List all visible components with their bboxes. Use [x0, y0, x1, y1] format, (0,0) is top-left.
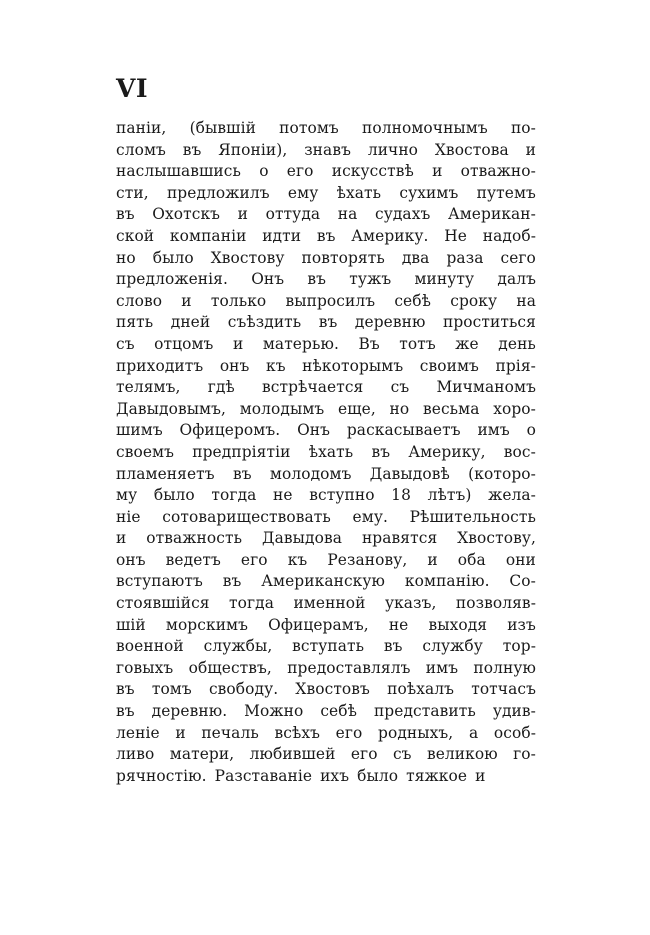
- word: въ: [116, 205, 135, 224]
- word: (которо-: [468, 464, 536, 483]
- word: тотъ: [399, 334, 436, 353]
- text-line: [116, 356, 536, 378]
- text-line: [116, 161, 536, 183]
- word: Въ: [358, 334, 380, 353]
- word: ему.: [352, 507, 388, 526]
- word: тогда: [211, 486, 257, 505]
- word: телямъ,: [116, 378, 181, 397]
- word: имъ: [477, 421, 510, 440]
- text-line: [116, 723, 536, 745]
- word: и: [181, 291, 192, 310]
- page-number: VI: [116, 74, 149, 103]
- word: раскасываетъ: [346, 421, 461, 440]
- word: Онъ: [251, 270, 285, 289]
- word: а: [468, 723, 479, 742]
- text-line: [116, 420, 536, 442]
- word: сти,: [116, 183, 149, 202]
- word: отважность: [146, 529, 243, 548]
- word: Японіи),: [218, 140, 288, 159]
- word: далъ: [497, 270, 536, 289]
- word: гдѣ: [207, 378, 235, 397]
- word: говыхъ: [116, 658, 174, 677]
- word: съ: [390, 378, 410, 397]
- word: шимъ: [116, 421, 163, 440]
- word: въ: [182, 140, 202, 159]
- word: Разставаніе: [214, 766, 313, 785]
- word: и: [525, 140, 536, 159]
- text-line: [116, 204, 536, 226]
- word: сего: [500, 248, 536, 267]
- text-line: [116, 485, 536, 507]
- text-line: [116, 528, 536, 550]
- word: искусствѣ: [331, 162, 414, 181]
- word: Онъ: [297, 421, 331, 440]
- word: и: [116, 529, 127, 548]
- word: и: [232, 334, 244, 353]
- word: свободу.: [208, 680, 279, 699]
- word: Американ-: [447, 205, 536, 224]
- word: по-: [510, 119, 536, 137]
- word: матери,: [169, 745, 235, 764]
- word: оба: [457, 550, 486, 569]
- word: путемъ: [476, 183, 536, 202]
- word: Резанову,: [327, 550, 408, 569]
- word: томъ: [151, 680, 192, 699]
- word: предпріятіи: [192, 442, 291, 461]
- text-line: [116, 291, 536, 313]
- word: не: [273, 486, 293, 505]
- word: судахъ: [374, 205, 431, 224]
- word: въ: [116, 702, 135, 721]
- word: Со-: [509, 572, 536, 591]
- word: потомъ: [279, 119, 339, 137]
- word: но: [116, 248, 136, 267]
- text-line: [116, 118, 536, 140]
- word: службы,: [203, 637, 273, 656]
- word: не: [388, 615, 409, 634]
- word: компаніи: [169, 226, 247, 245]
- word: идти: [262, 226, 302, 245]
- word: Американскую: [261, 572, 386, 591]
- text-line: [116, 658, 536, 680]
- text-line: [116, 312, 536, 334]
- word: морскимъ: [165, 615, 249, 634]
- word: ніе: [116, 507, 141, 526]
- word: въ: [222, 572, 242, 591]
- word: о: [526, 421, 536, 440]
- text-line: [116, 442, 536, 464]
- word: дней: [170, 313, 211, 332]
- text-line: [116, 140, 536, 162]
- word: своимъ: [419, 356, 479, 375]
- text-line: [116, 248, 536, 270]
- word: сотовариществовать: [162, 507, 331, 526]
- word: вступно: [309, 486, 375, 505]
- word: Хвостову: [210, 248, 285, 267]
- word: родныхъ,: [378, 723, 454, 742]
- word: съ: [116, 334, 135, 353]
- word: ливо: [116, 745, 155, 764]
- word: въ: [318, 313, 338, 332]
- word: вступать: [292, 637, 365, 656]
- word: 18: [391, 486, 411, 505]
- word: ской: [116, 226, 155, 245]
- word: его: [335, 723, 363, 742]
- word: онъ: [219, 356, 250, 375]
- word: прія-: [495, 356, 536, 375]
- word: вступаютъ: [116, 572, 203, 591]
- word: его: [286, 162, 314, 181]
- word: Давыдовымъ,: [116, 399, 227, 418]
- word: выпросилъ: [285, 291, 376, 310]
- word: Хвостова: [434, 140, 509, 159]
- word: въ: [383, 637, 403, 656]
- text-line: [116, 507, 536, 529]
- word: только: [210, 291, 267, 310]
- word: именной: [293, 594, 366, 613]
- word: указъ,: [384, 594, 437, 613]
- word: тор-: [502, 637, 536, 656]
- text-line: [116, 399, 536, 421]
- word: службу: [422, 637, 483, 656]
- word: Не: [444, 226, 467, 245]
- text-line: [116, 183, 536, 205]
- word: предложилъ: [166, 183, 270, 202]
- word: выходя: [428, 615, 488, 634]
- word: проститься: [442, 313, 536, 332]
- word: на: [516, 291, 536, 310]
- word: ѣхать: [336, 183, 382, 202]
- text-line: [116, 464, 536, 486]
- word: ему: [287, 183, 319, 202]
- word: ихъ: [320, 766, 350, 785]
- text-line: [116, 571, 536, 593]
- word: его: [350, 745, 378, 764]
- word: изъ: [507, 615, 536, 634]
- word: съ: [392, 745, 412, 764]
- word: пять: [116, 313, 154, 332]
- word: хоро-: [493, 399, 536, 418]
- word: тогда: [229, 594, 275, 613]
- word: къ: [265, 356, 286, 375]
- word: минуту: [414, 270, 475, 289]
- word: Рѣшительность: [409, 507, 536, 526]
- word: наслышавшись: [116, 162, 241, 181]
- word: тужъ: [349, 270, 392, 289]
- word: было: [357, 766, 399, 785]
- word: въ: [116, 680, 135, 699]
- text-line: [116, 615, 536, 637]
- word: надоб-: [482, 226, 536, 245]
- text-line: [116, 636, 536, 658]
- word: полномочнымъ: [362, 119, 488, 137]
- word: Мичманомъ: [436, 378, 536, 397]
- word: представить: [373, 702, 476, 721]
- word: и: [175, 723, 186, 742]
- text-line: [116, 593, 536, 615]
- text-line: [116, 550, 536, 572]
- word: предоставлялъ: [287, 658, 411, 677]
- word: матерью.: [262, 334, 339, 353]
- word: тяжкое: [406, 766, 468, 785]
- word: въ: [371, 442, 391, 461]
- word: имъ: [425, 658, 459, 677]
- word: въ: [307, 270, 327, 289]
- word: тотчасъ: [471, 680, 536, 699]
- word: день: [498, 334, 536, 353]
- word: великою: [426, 745, 498, 764]
- word: о: [259, 162, 269, 181]
- word: отважно-: [460, 162, 536, 181]
- word: Офицеромъ.: [179, 421, 281, 440]
- word: сроку: [450, 291, 498, 310]
- word: въ: [232, 464, 252, 483]
- word: отцомъ: [154, 334, 214, 353]
- word: два: [401, 248, 430, 267]
- text-line: [116, 226, 536, 248]
- word: своемъ: [116, 442, 175, 461]
- word: оттуда: [265, 205, 321, 224]
- word: нѣкоторымъ: [302, 356, 404, 375]
- word: (бывшій: [189, 119, 256, 137]
- text-line: [116, 701, 536, 723]
- word: Хвостовъ: [295, 680, 370, 699]
- word: го-: [513, 745, 536, 764]
- word: поѣхалъ: [387, 680, 455, 699]
- word: было: [152, 248, 194, 267]
- word: его: [240, 550, 268, 569]
- word: молодымъ: [239, 399, 325, 418]
- word: и: [237, 205, 248, 224]
- word: съѣздить: [227, 313, 302, 332]
- word: Хвостову,: [457, 529, 536, 548]
- word: стоявшійся: [116, 594, 210, 613]
- word: было: [153, 486, 195, 505]
- word: му: [116, 486, 138, 505]
- word: приходитъ: [116, 356, 204, 375]
- word: вос-: [503, 442, 536, 461]
- word: деревню.: [151, 702, 228, 721]
- word: Америку,: [408, 442, 486, 461]
- word: они: [505, 550, 536, 569]
- word: сломъ: [116, 140, 166, 159]
- word: шій: [116, 615, 146, 634]
- word: слово: [116, 291, 163, 310]
- word: позволяв-: [455, 594, 536, 613]
- word: лично: [367, 140, 419, 159]
- word: рячностію.: [116, 766, 207, 785]
- word: и: [432, 162, 443, 181]
- word: и: [475, 766, 486, 785]
- text-line: [116, 766, 536, 788]
- word: Офицерамъ,: [268, 615, 369, 634]
- body-text: [116, 118, 536, 787]
- text-line: [116, 334, 536, 356]
- word: Америку.: [351, 226, 429, 245]
- word: встрѣчается: [262, 378, 364, 397]
- word: обществъ,: [188, 658, 272, 677]
- word: печаль: [201, 723, 259, 742]
- text-line: [116, 377, 536, 399]
- word: на: [337, 205, 358, 224]
- word: себѣ: [320, 702, 357, 721]
- word: къ: [287, 550, 308, 569]
- word: въ: [316, 226, 336, 245]
- word: военной: [116, 637, 184, 656]
- word: леніе: [116, 723, 160, 742]
- word: лѣтъ): [427, 486, 472, 505]
- word: нравятся: [361, 529, 438, 548]
- word: жела-: [488, 486, 536, 505]
- word: еще,: [338, 399, 376, 418]
- word: же: [455, 334, 479, 353]
- word: ѣхать: [308, 442, 354, 461]
- word: паніи,: [116, 119, 167, 137]
- word: пламеняетъ: [116, 464, 215, 483]
- word: знавъ: [304, 140, 351, 159]
- word: сухимъ: [399, 183, 459, 202]
- word: Давыдова: [262, 529, 343, 548]
- word: онъ: [116, 550, 146, 569]
- word: предложенія.: [116, 270, 228, 289]
- word: полную: [473, 658, 536, 677]
- word: себѣ: [394, 291, 432, 310]
- word: удив-: [492, 702, 536, 721]
- word: особ-: [493, 723, 536, 742]
- word: всѣхъ: [274, 723, 320, 742]
- word: молодомъ: [269, 464, 352, 483]
- word: но: [389, 399, 410, 418]
- word: Охотскъ: [152, 205, 221, 224]
- word: раза: [446, 248, 484, 267]
- word: ведетъ: [165, 550, 221, 569]
- word: Давыдовѣ: [369, 464, 450, 483]
- word: деревню: [354, 313, 426, 332]
- word: любившей: [249, 745, 336, 764]
- word: весьма: [422, 399, 480, 418]
- text-line: [116, 679, 536, 701]
- text-line: [116, 744, 536, 766]
- word: Можно: [244, 702, 304, 721]
- word: и: [427, 550, 438, 569]
- word: повторять: [301, 248, 385, 267]
- word: компанію.: [404, 572, 490, 591]
- text-line: [116, 269, 536, 291]
